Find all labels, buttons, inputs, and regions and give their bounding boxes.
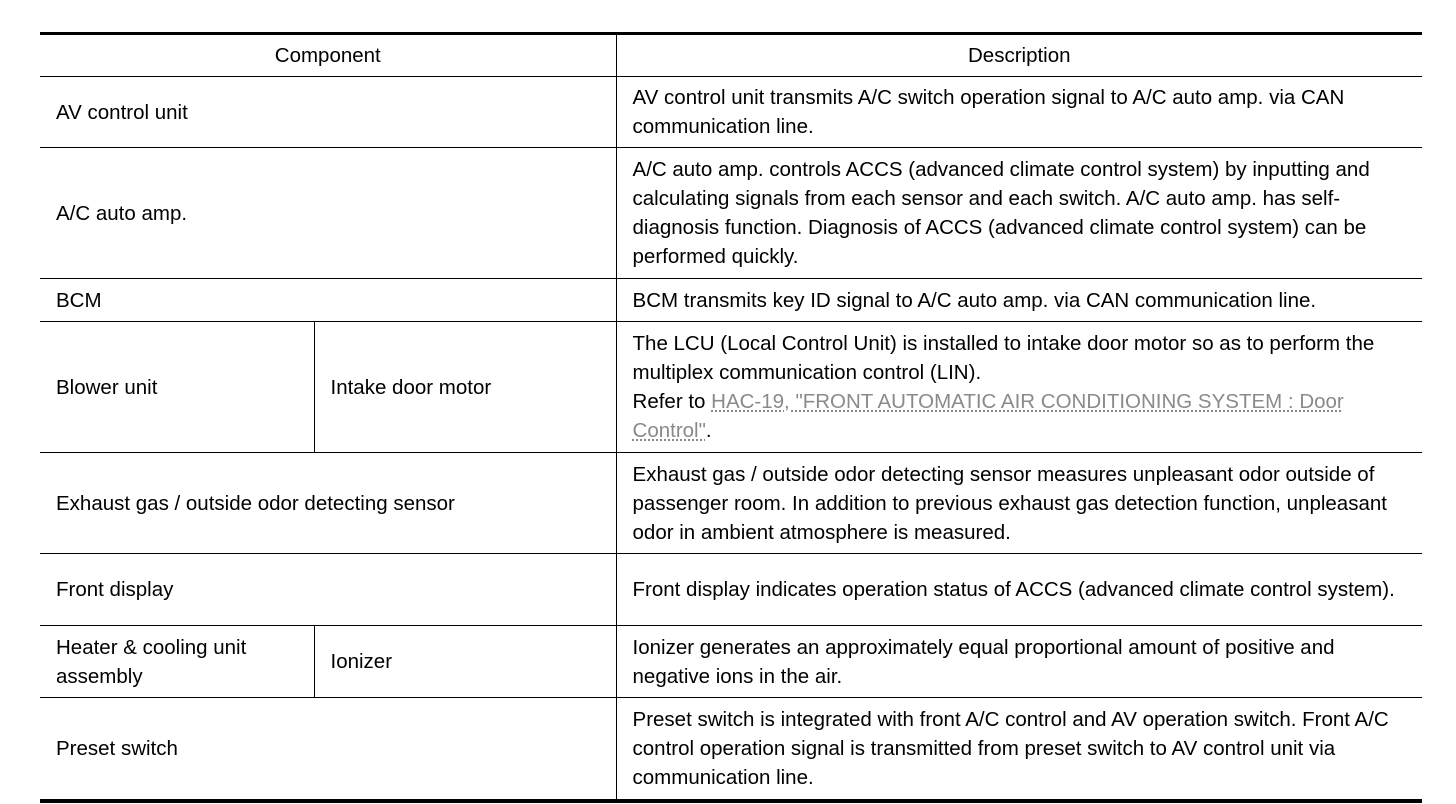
description-text: The LCU (Local Control Unit) is installed to intake door motor so as to perform the multiplex communication control (LIN).	[632, 332, 1375, 384]
component-cell: Heater & cooling unit assembly	[40, 626, 314, 698]
table-row	[40, 698, 1422, 801]
table-row	[40, 626, 1422, 698]
subcomponent-cell: Ionizer	[314, 626, 616, 698]
description-cell: Exhaust gas / outside odor detecting sensor measures unpleasant odor outside of passenger room. In addition to previous exhaust gas detection function, unpleasant odor in ambient atmosphere is measured.	[616, 453, 1422, 554]
subcomponent-cell: Intake door motor	[314, 322, 616, 453]
description-cell	[616, 322, 1422, 453]
component-column-header: Component	[40, 34, 616, 77]
component-cell: AV control unit	[40, 77, 616, 148]
description-cell: AV control unit transmits A/C switch operation signal to A/C auto amp. via CAN communication line.	[616, 77, 1422, 148]
component-cell: Blower unit	[40, 322, 314, 453]
component-cell: BCM	[40, 279, 616, 322]
table-row	[40, 77, 1422, 148]
component-description-table	[40, 32, 1422, 803]
description-cell: Ionizer generates an approximately equal proportional amount of positive and negative ions in the air.	[616, 626, 1422, 698]
table-header-row	[40, 34, 1422, 77]
component-cell: A/C auto amp.	[40, 148, 616, 279]
description-cell: A/C auto amp. controls ACCS (advanced climate control system) by inputting and calculating signals from each sensor and each switch. A/C auto amp. has self-diagnosis function. Diagnosis of ACCS (advanced climate control system) can be performed quickly.	[616, 148, 1422, 279]
refer-suffix: .	[705, 419, 712, 442]
table-row	[40, 279, 1422, 322]
table-row	[40, 322, 1422, 453]
table-row	[40, 453, 1422, 554]
description-cell: Front display indicates operation status of ACCS (advanced climate control system).	[616, 554, 1422, 626]
description-cell: BCM transmits key ID signal to A/C auto amp. via CAN communication line.	[616, 279, 1422, 322]
description-cell: Preset switch is integrated with front A/C control and AV operation switch. Front A/C control operation signal is transmitted from preset switch to AV control unit via communication line.	[616, 698, 1422, 801]
table-row	[40, 554, 1422, 626]
component-cell: Exhaust gas / outside odor detecting sensor	[40, 453, 616, 554]
reference-link[interactable]: HAC-19, "FRONT AUTOMATIC AIR CONDITIONING SYSTEM : Door Control"	[632, 390, 1344, 442]
component-cell: Front display	[40, 554, 616, 626]
description-column-header: Description	[616, 34, 1422, 77]
refer-prefix: Refer to	[632, 390, 712, 413]
table-row	[40, 148, 1422, 279]
component-cell: Preset switch	[40, 698, 616, 801]
